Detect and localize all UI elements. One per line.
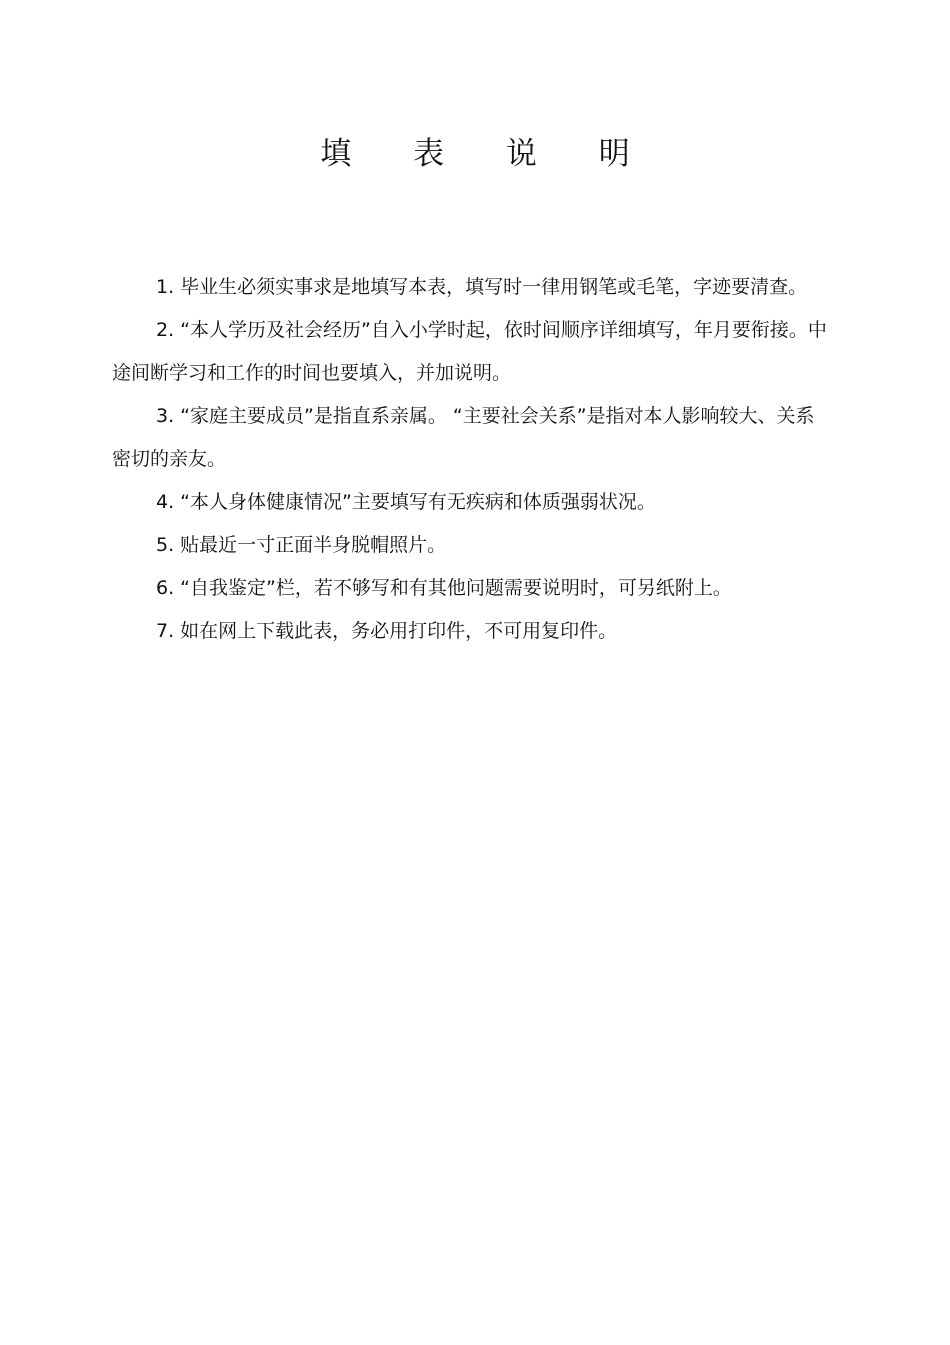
instruction-text: “本人身体健康情况”主要填写有无疾病和体质强弱状况。 xyxy=(180,491,656,513)
instruction-number: 7. xyxy=(156,620,175,642)
instruction-text: “本人学历及社会经历”自入小学时起，依时间顺序详细填写，年月要衔接。中途间断学习和工作的时间也要填入，并加说明。 xyxy=(112,319,827,384)
instruction-number: 4. xyxy=(156,491,175,513)
instructions-list xyxy=(112,266,827,653)
instruction-number: 5. xyxy=(156,534,175,556)
page-title: 填 表 说 明 xyxy=(320,136,656,172)
instruction-item-1 xyxy=(112,266,827,309)
instruction-text: “自我鉴定”栏，若不够写和有其他问题需要说明时，可另纸附上。 xyxy=(180,577,732,599)
instruction-item-4 xyxy=(112,481,827,524)
instruction-item-7 xyxy=(112,610,827,653)
instruction-text: “家庭主要成员”是指直系亲属。 “主要社会关系”是指对本人影响较大、关系密切的亲友。 xyxy=(112,405,815,470)
instruction-number: 3. xyxy=(156,405,175,427)
instruction-text: 毕业生必须实事求是地填写本表，填写时一律用钢笔或毛笔，字迹要清查。 xyxy=(180,276,808,298)
instruction-item-5 xyxy=(112,524,827,567)
instruction-item-6 xyxy=(112,567,827,610)
instruction-number: 2. xyxy=(156,319,175,341)
instruction-text: 贴最近一寸正面半身脱帽照片。 xyxy=(180,534,447,556)
instruction-number: 1. xyxy=(156,276,175,298)
instruction-item-3 xyxy=(112,395,827,481)
instruction-item-2 xyxy=(112,309,827,395)
instruction-text: 如在网上下载此表，务必用打印件，不可用复印件。 xyxy=(180,620,618,642)
instruction-number: 6. xyxy=(156,577,175,599)
